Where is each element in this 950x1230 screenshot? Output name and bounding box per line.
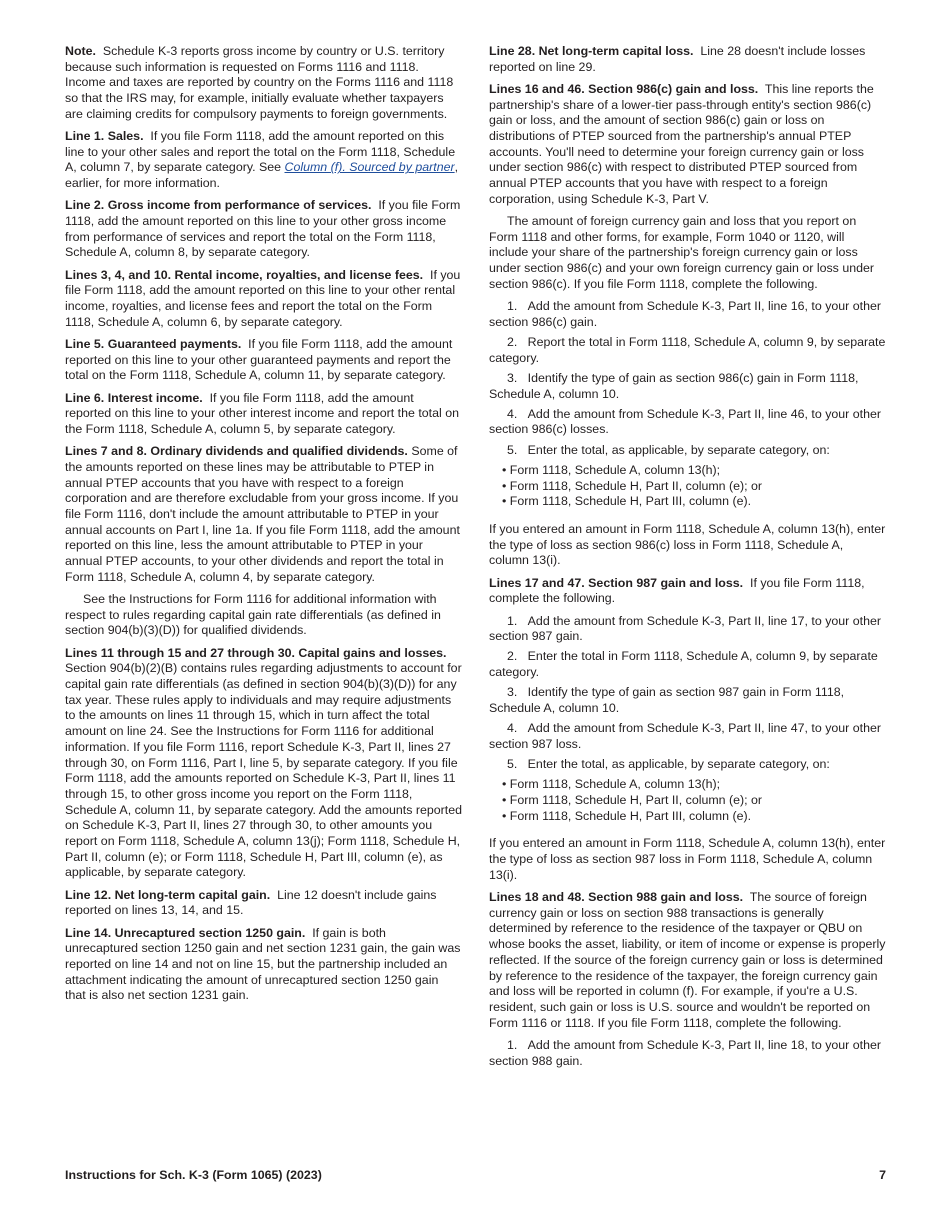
line14-heading: Line 14. Unrecaptured section 1250 gain. bbox=[65, 925, 306, 940]
line6-paragraph bbox=[65, 391, 462, 438]
line12-paragraph bbox=[65, 888, 462, 919]
note-text: Schedule K-3 reports gross income by country or U.S. territory because such information is requested on Forms 1116 and 1118. Income and taxes are reported by country on the Forms 1116 and 1118 so that the IRS may, for example, initially evaluate whether taxpayers are claiming credits for compulsory payments to foreign governments. bbox=[65, 44, 454, 121]
line16-step: 1. Add the amount from Schedule K-3, Part II, line 16, to your other section 986(c) gain. bbox=[489, 299, 881, 329]
line11-paragraph bbox=[65, 646, 462, 882]
line17-bullet: • Form 1118, Schedule H, Part III, column (e). bbox=[502, 808, 752, 823]
line17-step: 1. Add the amount from Schedule K-3, Part II, line 17, to your other section 987 gain. bbox=[489, 613, 881, 644]
line3-paragraph bbox=[65, 268, 462, 331]
line17-after: If you entered an amount in Form 1118, Schedule A, column 13(h), enter the type of loss as section 987 loss in Form 1118, Schedule A, column 13(i). bbox=[489, 836, 886, 882]
line12-heading: Line 12. Net long-term capital gain. bbox=[65, 887, 271, 902]
line7-paragraph bbox=[65, 444, 462, 585]
line14-paragraph bbox=[65, 926, 462, 1005]
line16-step: 2. Report the total in Form 1118, Schedule A, column 9, by separate category. bbox=[489, 334, 886, 365]
line28-text: Line 28 doesn't include losses reported on line 29. bbox=[489, 44, 866, 74]
line7-heading: Lines 7 and 8. Ordinary dividends and qualified dividends. bbox=[65, 444, 408, 459]
line5-paragraph bbox=[65, 337, 462, 384]
note-heading: Note. bbox=[65, 44, 96, 58]
line16-bullet: • Form 1118, Schedule H, Part III, column (e). bbox=[502, 494, 752, 509]
line1-paragraph bbox=[65, 129, 462, 192]
note-paragraph bbox=[65, 44, 462, 123]
line1-text: If you file Form 1118, add the amount reported on this line to your other sales and report the total on the Form 1118, Schedule A, column 7, by separate category. See bbox=[65, 129, 456, 175]
line18-step: 1. Add the amount from Schedule K-3, Part II, line 18, to your other section 988 gain. bbox=[489, 1037, 881, 1068]
line18-heading: Lines 18 and 48. Section 988 gain and loss. bbox=[489, 890, 744, 905]
line17-bullet: • Form 1118, Schedule A, column 13(h); bbox=[502, 777, 721, 792]
line16-step: 4. Add the amount from Schedule K-3, Part II, line 46, to your other section 986(c) losses. bbox=[489, 406, 881, 437]
line17-step: 3. Identify the type of gain as section 987 gain in Form 1118, Schedule A, column 10. bbox=[489, 685, 845, 716]
line5-heading: Line 5. Guaranteed payments. bbox=[65, 336, 242, 351]
line18-paragraph bbox=[489, 890, 886, 1031]
line16-continuation: The amount of foreign currency gain and loss that you report on Form 1118 and other forms, for example, Form 1040 or 1120, will include your share of the partnership's foreign currency gain or loss under section 986(c) and your own foreign currency gain or loss under section 986(c). If you file Form 1118, complete the following. bbox=[489, 214, 875, 291]
line11-heading: Lines 11 through 15 and 27 through 30. Capital gains and losses. bbox=[65, 645, 447, 660]
line1-text-after: , earlier, for more information. bbox=[65, 160, 459, 191]
left-column bbox=[65, 44, 462, 1011]
line11-text: Section 904(b)(2)(B) contains rules regarding adjustments to account for capital gain rate differentials (as defined in section 904(b)(3)(D)) for any tax year. These rules apply to individuals and may require adjustments to the amounts on lines 11 through 15, which in turn affect the total amount on line 24. See the Instructions for Form 1116 for additional information. If you file Form 1116, report Schedule K-3, Part II, lines 27 through 30, on Form 1116, Part I, line 5, by separate category. If you file Form 1118, add the amounts reported on Schedule K-3, Part II, lines 11 through 15, to other gross income you report on the Form 1118, Schedule A, column 11, by separate category. Add the amounts reported on Schedule K-3, Part II, lines 27 through 30, to other amounts you report on Form 1118, Schedule A, column 13(j); Form 1118, Schedule H, Part II, column (e); or Form 1118, Schedule H, Part III, column (e), as applicable, by separate category. bbox=[65, 661, 462, 880]
page-number: 7 bbox=[879, 1168, 886, 1182]
line3-heading: Lines 3, 4, and 10. Rental income, royalties, and license fees. bbox=[65, 267, 424, 282]
line16-heading: Lines 16 and 46. Section 986(c) gain and loss. bbox=[489, 81, 759, 96]
line16-step: 5. Enter the total, as applicable, by separate category, on: bbox=[507, 442, 830, 457]
line12-text: Line 12 doesn't include gains reported on lines 13, 14, and 15. bbox=[65, 887, 437, 918]
line17-heading: Lines 17 and 47. Section 987 gain and loss. bbox=[489, 575, 744, 590]
line6-heading: Line 6. Interest income. bbox=[65, 390, 203, 405]
line1-heading: Line 1. Sales. bbox=[65, 129, 144, 144]
line16-paragraph bbox=[489, 82, 886, 208]
column-f-link[interactable]: Column (f). Sourced by partner bbox=[284, 160, 455, 175]
line7-text: Some of the amounts reported on these lines may be attributable to PTEP in annual PTEP accounts that you have with respect to a foreign corporation and are therefore excludable from your gross income. If you file Form 1116, don't include the amount attributable to PTEP in your annual accounts on Part I, line 1a. If you file Form 1118, add the amount reported on this line, less the amount attributable to PTEP in your annual PTEP accounts, to your other dividends and report the total in Form 1118, Schedule A, column 4, by separate category. bbox=[65, 444, 460, 584]
line16-bullet: • Form 1118, Schedule H, Part II, column (e); or bbox=[502, 478, 763, 493]
page-footer bbox=[65, 1168, 886, 1182]
footer-title: Instructions for Sch. K-3 (Form 1065) (2023) bbox=[65, 1168, 322, 1182]
line16-bullet: • Form 1118, Schedule A, column 13(h); bbox=[502, 462, 721, 477]
line16-step: 3. Identify the type of gain as section 986(c) gain in Form 1118, Schedule A, column 10. bbox=[489, 370, 859, 401]
line16-after: If you entered an amount in Form 1118, Schedule A, column 13(h), enter the type of loss as section 986(c) loss in Form 1118, Schedule A, column 13(i). bbox=[489, 521, 886, 568]
line2-heading: Line 2. Gross income from performance of services. bbox=[65, 198, 372, 213]
line17-text: If you file Form 1118, complete the following. bbox=[489, 575, 865, 606]
line6-text: If you file Form 1118, add the amount reported on this line to your other interest income and report the total on the Form 1118, Schedule A, column 5, by separate category. bbox=[65, 390, 459, 436]
line16-text: This line reports the partnership's share of a lower-tier pass-through entity's section 986(c) gain or loss, and the amount of section 986(c) gain or loss on distributions of PTEP sourced from the partnership's annual PTEP accounts. You'll need to determine your foreign currency gain or loss under section 986(c) with respect to distributed PTEP sourced from annual PTEP accounts that you have with respect to a foreign corporation, using Schedule K-3, Part V. bbox=[489, 81, 874, 206]
line17-bullet: • Form 1118, Schedule H, Part II, column (e); or bbox=[502, 793, 763, 808]
line18-text: The source of foreign currency gain or loss on section 988 transactions is generally determined by reference to the residence of the taxpayer or QBU on whose books the asset, liability, or item of income or expense is properly reflected. If the source of the foreign currency gain or loss is determined by reference to the residence of the taxpayer, the foreign currency gain and loss will be reported in column (f). For example, if you're a U.S. resident, such gain or loss is U.S. source and wouldn't be reported on Form 1116 or 1118. If you file Form 1118, complete the following. bbox=[489, 890, 886, 1030]
line17-step: 5. Enter the total, as applicable, by separate category, on: bbox=[507, 757, 830, 772]
right-column bbox=[489, 44, 886, 1074]
line2-paragraph bbox=[65, 198, 462, 261]
line2-text: If you file Form 1118, add the amount reported on this line to your other gross income from performance of services and report the total on the Form 1118, Schedule A, column 8, by separate category. bbox=[65, 198, 461, 260]
line7-continuation: See the Instructions for Form 1116 for additional information with respect to rules regarding capital gain rate differentials (as defined in section 904(b)(3)(D)) for qualified dividends. bbox=[65, 592, 441, 638]
line14-text: If gain is both unrecaptured section 1250 gain and net section 1231 gain, the gain was reported on line 14 and not on line 15, but the partnership included an attachment indicating the amount of unrecaptured section 1250 gain that is also net section 1231 gain. bbox=[65, 925, 461, 1003]
line28-paragraph bbox=[489, 44, 886, 75]
line5-text: If you file Form 1118, add the amount reported on this line to your other guaranteed payments and report the total on the Form 1118, Schedule A, column 11, by separate category. bbox=[65, 336, 453, 383]
line3-text: If you file Form 1118, add the amount reported on this line to your other rental income, royalties, and license fees and report the total on the Form 1118, Schedule A, column 6, by separate category. bbox=[65, 267, 461, 329]
line17-step: 4. Add the amount from Schedule K-3, Part II, line 47, to your other section 987 loss. bbox=[489, 721, 881, 751]
line17-step: 2. Enter the total in Form 1118, Schedule A, column 9, by separate category. bbox=[489, 649, 878, 680]
line17-paragraph bbox=[489, 576, 886, 607]
line28-heading: Line 28. Net long-term capital loss. bbox=[489, 44, 694, 58]
